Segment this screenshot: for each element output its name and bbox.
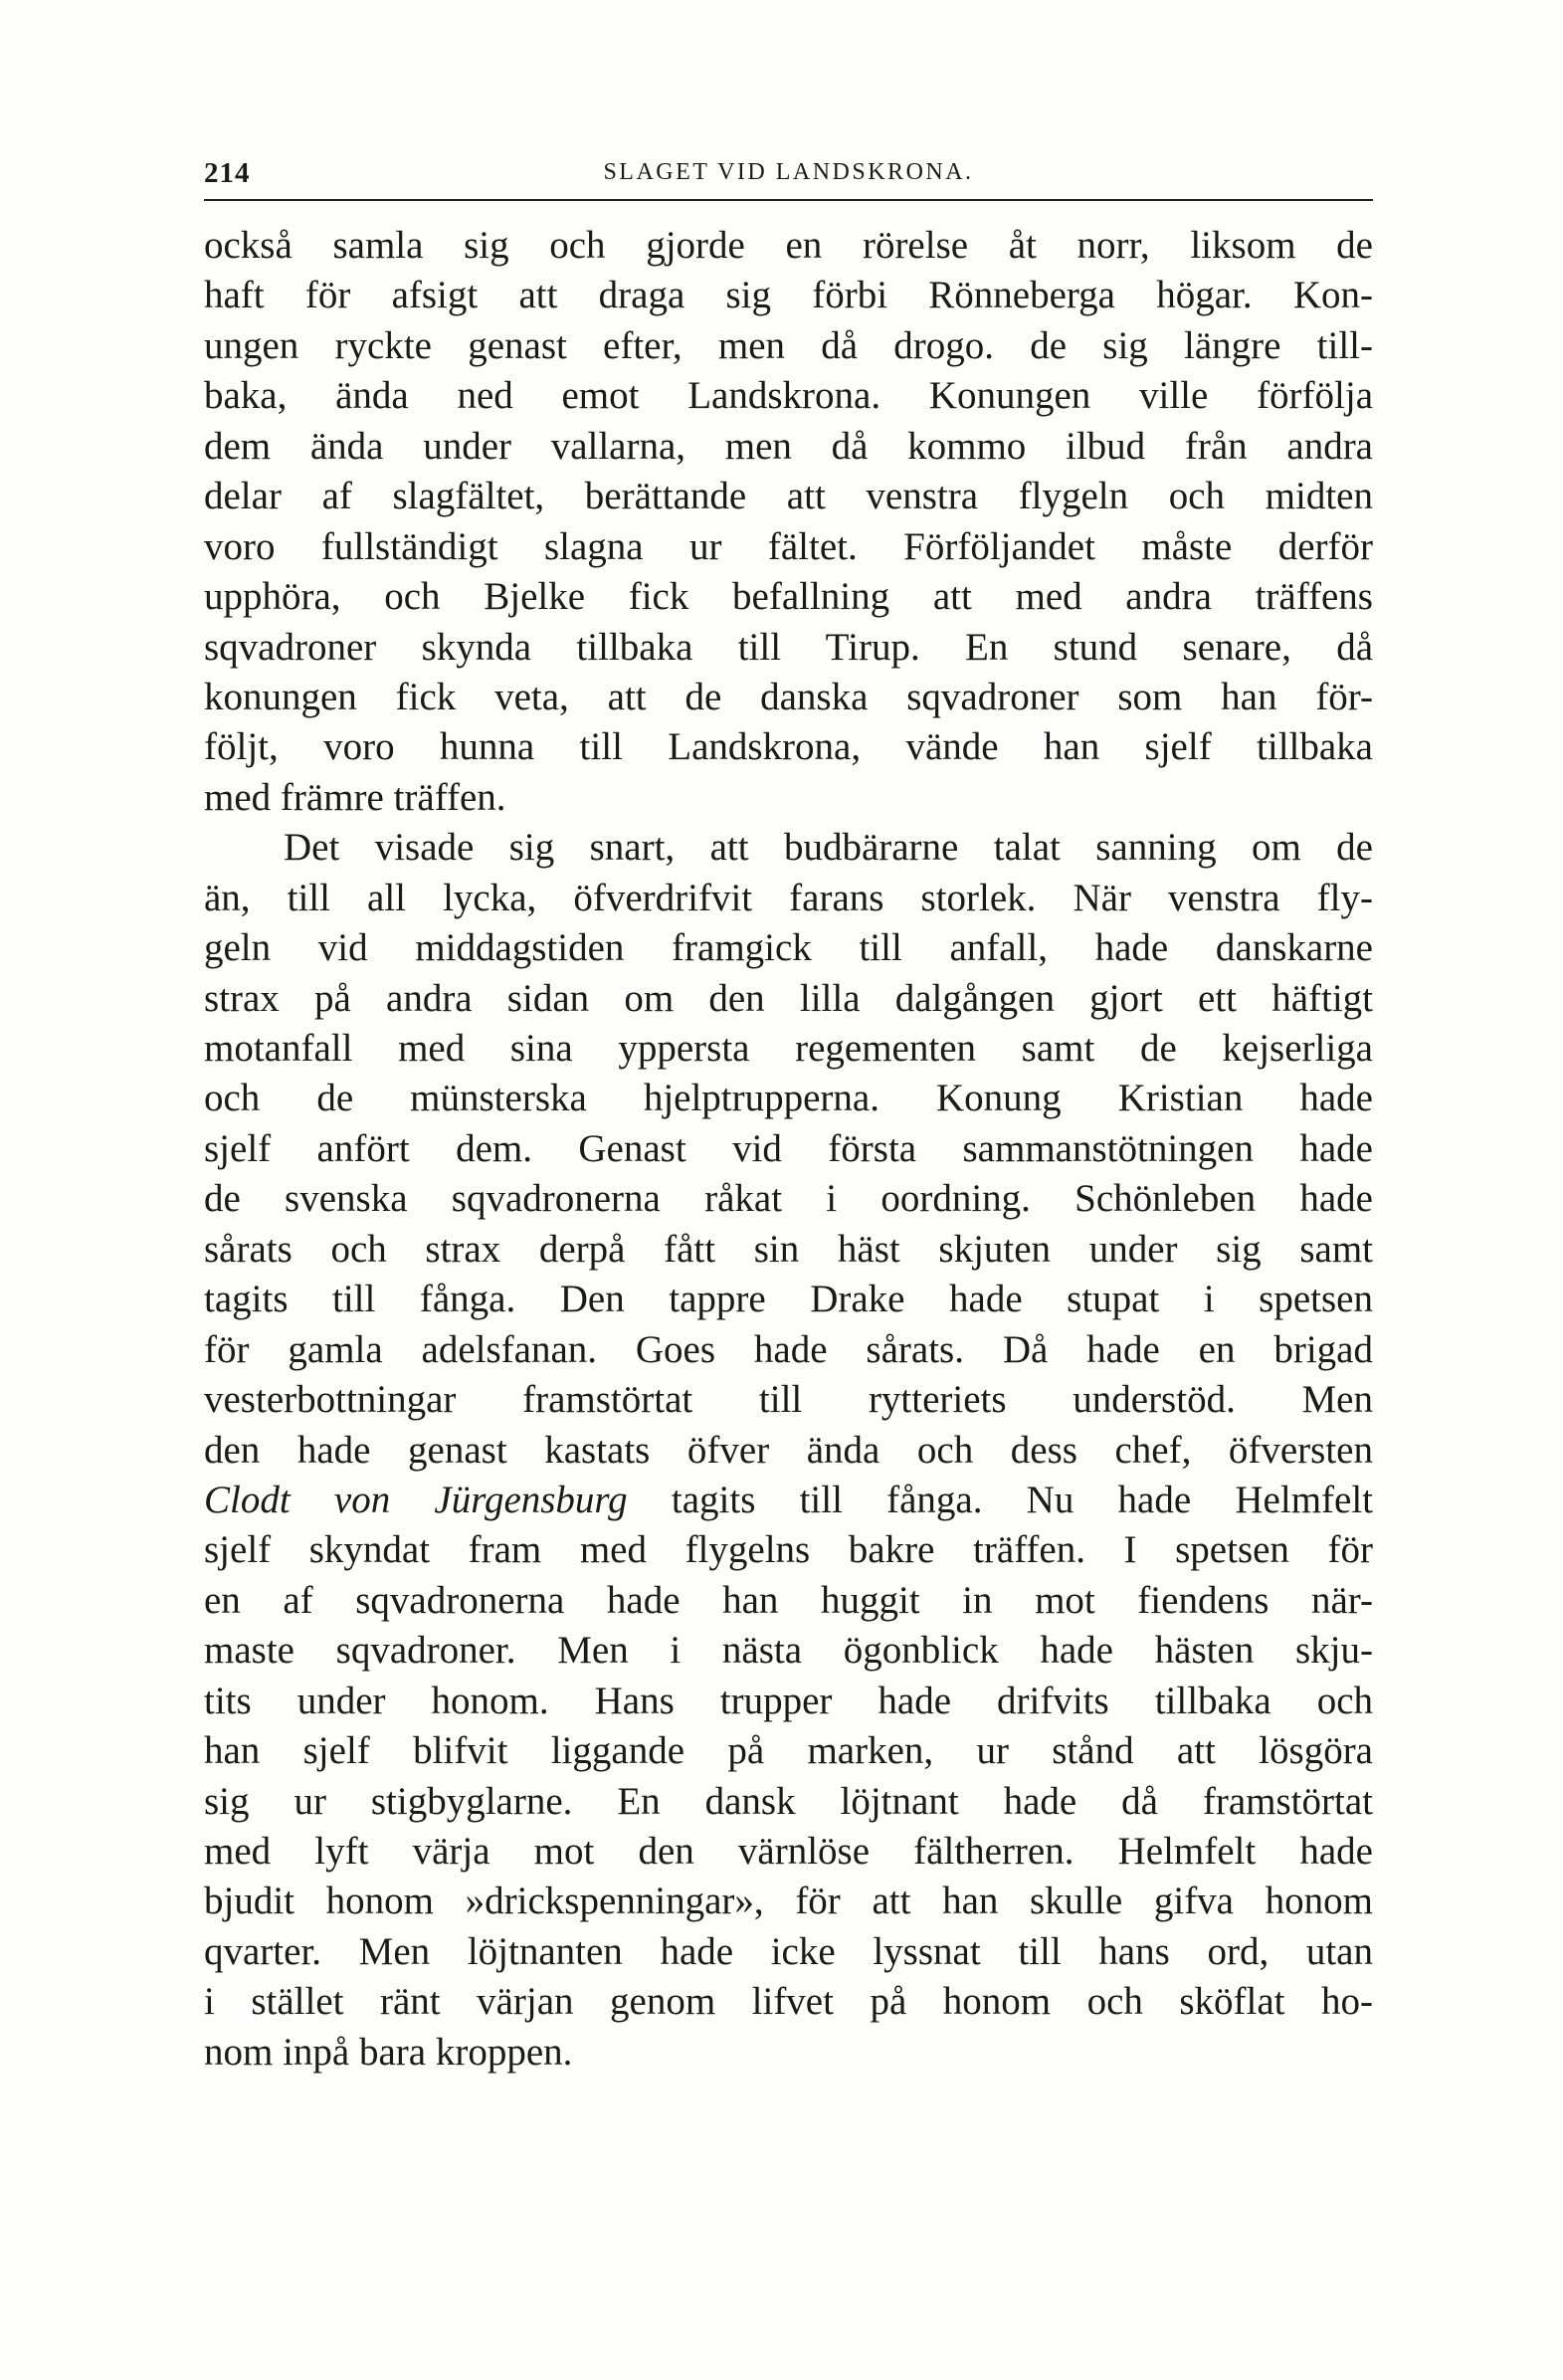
text-line: bjudit honom »drickspenningar», för att han skulle gifva honom [204,1880,1373,1923]
italic-person-name: Clodt von Jürgensburg [204,1478,628,1521]
text-line: maste sqvadroner. Men i nästa ögonblick hade hästen skju- [204,1629,1373,1673]
text-line: konungen fick veta, att de danska sqvadroner som han för- [204,675,1373,718]
text-line: och de münsterska hjelptrupperna. Konung Kristian hade [204,1077,1373,1120]
text-fragment: tagits till fånga. Nu hade Helmfelt [627,1478,1373,1521]
text-line: dem ända under vallarna, men då kommo ilbud från andra [204,424,1373,468]
text-line: geln vid middagstiden framgick till anfall, hade danskarne [204,926,1373,970]
text-line: strax på andra sidan om den lilla dalgången gjort ett häftigt [204,976,1373,1020]
text-line: med främre träffen. [204,775,506,819]
page-number: 214 [204,157,251,189]
paragraph-1 [204,221,1373,823]
text-line: han sjelf blifvit liggande på marken, ur stånd att lösgöra [204,1729,1373,1773]
text-line: sqvadroner skynda tillbaka till Tirup. En stund senare, då [204,625,1373,669]
text-line: voro fullständigt slagna ur fältet. Förföljandet måste derför [204,524,1373,568]
text-line: än, till all lycka, öfverdrifvit farans storlek. När venstra fly- [204,876,1373,919]
text-line: motanfall med sina yppersta regementen samt de kejserliga [204,1027,1373,1070]
text-line: upphöra, och Bjelke fick befallning att med andra träffens [204,575,1373,619]
text-line: också samla sig och gjorde en rörelse åt norr, liksom de [204,224,1373,267]
text-line: en af sqvadronerna hade han huggit in mot fiendens när- [204,1578,1373,1622]
text-line: följt, voro hunna till Landskrona, vände han sjelf tillbaka [204,725,1373,769]
text-line: i stället ränt värjan genom lifvet på honom och sköflat ho- [204,1980,1373,2024]
text-line: vesterbottningar framstörtat till rytteriets understöd. Men [204,1378,1373,1422]
text-line: med lyft värja mot den värnlöse fältherren. Helmfelt hade [204,1830,1373,1873]
text-line: sjelf skyndat fram med flygelns bakre träffen. I spetsen för [204,1528,1373,1572]
text-line: tagits till fånga. Den tappre Drake hade stupat i spetsen [204,1278,1373,1321]
text-line: sig ur stigbyglarne. En dansk löjtnant hade då framstörtat [204,1779,1373,1823]
text-line: Det visade sig snart, att budbärarne talat sanning om de [284,826,1373,870]
text-line: för gamla adelsfanan. Goes hade sårats. Då hade en brigad [204,1327,1373,1371]
header-rule [204,199,1373,201]
text-line-with-italic [204,1476,1373,1525]
text-line: baka, ända ned emot Landskrona. Konungen ville förfölja [204,374,1373,418]
text-line: qvarter. Men löjtnanten hade icke lyssnat till hans ord, utan [204,1929,1373,1973]
text-line: sjelf anfört dem. Genast vid första sammanstötningen hade [204,1126,1373,1170]
text-line: ungen ryckte genast efter, men då drogo. de sig längre till- [204,323,1373,367]
text-line: sårats och strax derpå fått sin häst skjuten under sig samt [204,1227,1373,1271]
text-line: haft för afsigt att draga sig förbi Rönneberga högar. Kon- [204,274,1373,317]
text-line: de svenska sqvadronerna råkat i oordning. Schönleben hade [204,1177,1373,1221]
text-line: nom inpå bara kroppen. [204,2030,573,2074]
body-text [204,221,1373,2078]
text-line: den hade genast kastats öfver ända och dess chef, öfversten [204,1428,1373,1472]
page-header [204,157,1373,197]
running-head: SLAGET VID LANDSKRONA. [603,159,974,185]
text-line: delar af slagfältet, berättande att venstra flygeln och midten [204,475,1373,518]
text-line: tits under honom. Hans trupper hade drifvits tillbaka och [204,1679,1373,1722]
paragraph-2 [204,823,1373,2078]
